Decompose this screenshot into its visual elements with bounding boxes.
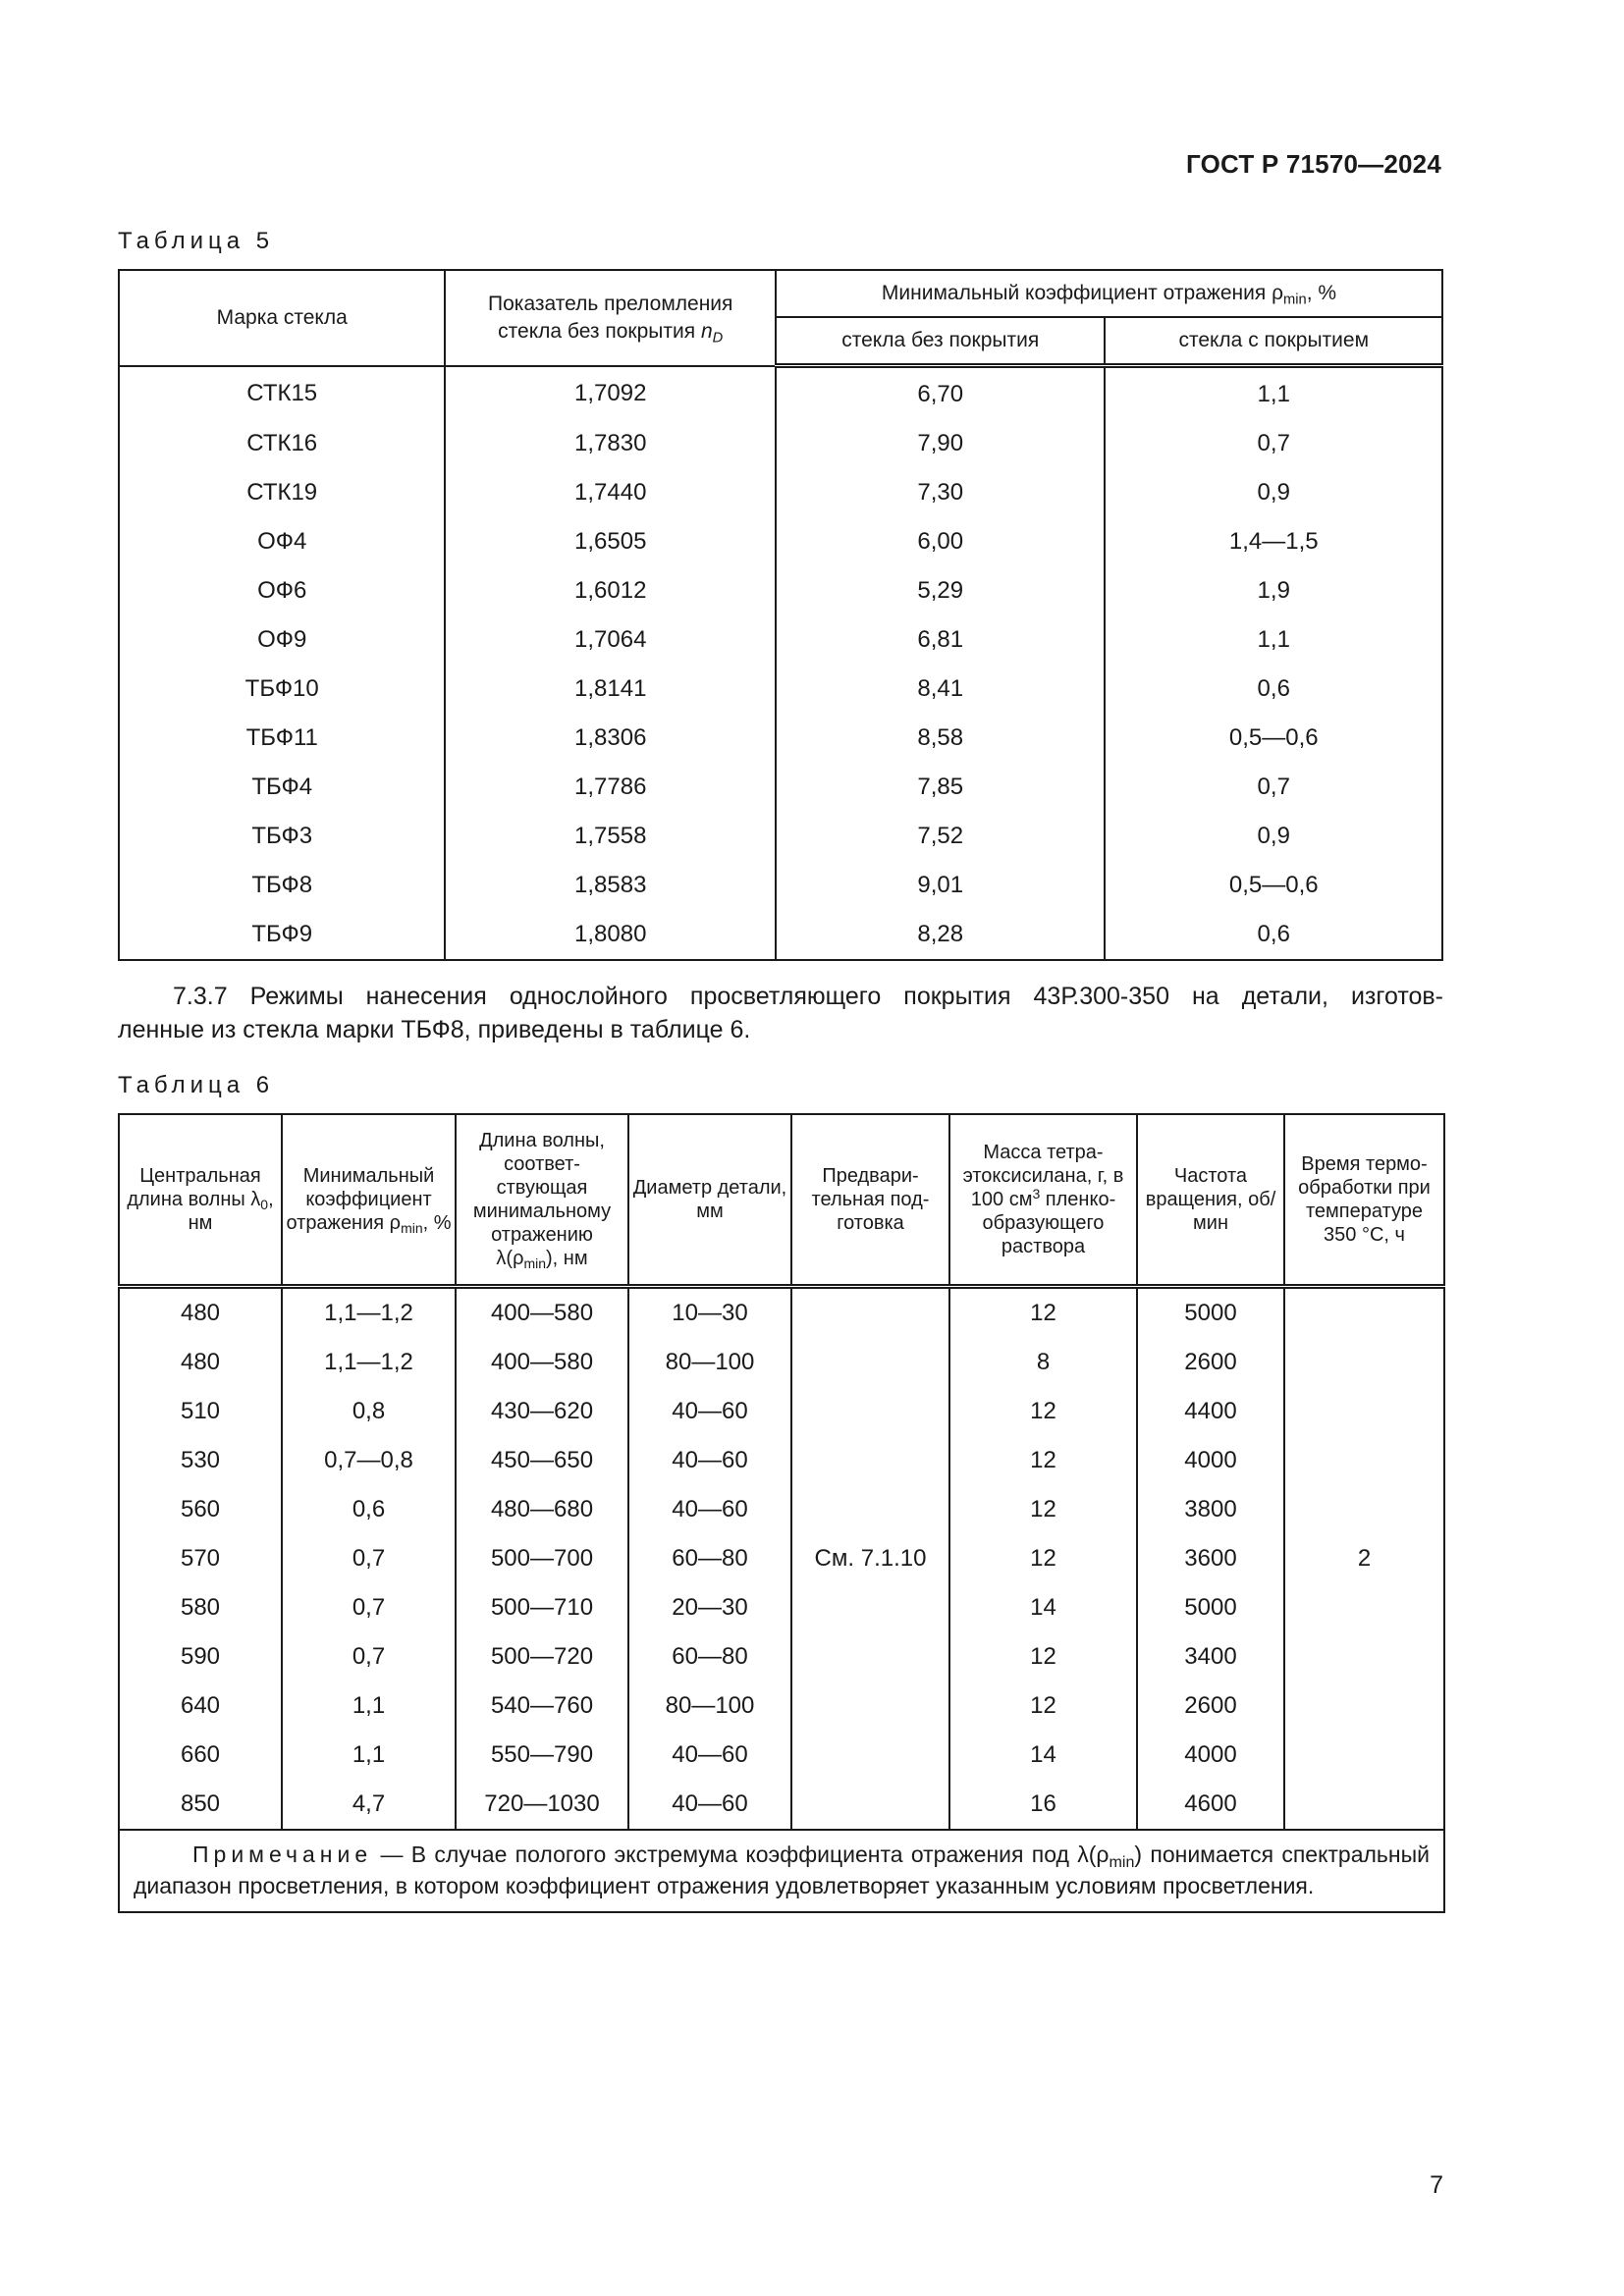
table6-cell-mass: 12 — [949, 1485, 1137, 1534]
table6-cell-mass: 16 — [949, 1780, 1137, 1830]
table6-cell-mass: 14 — [949, 1731, 1137, 1780]
table6-cell-freq: 4000 — [1137, 1731, 1284, 1780]
table5-cell-coated: 0,9 — [1105, 468, 1442, 517]
table6-cell-range: 430—620 — [456, 1387, 628, 1436]
table5-cell-coated: 1,1 — [1105, 615, 1442, 665]
table5-cell-uncoated: 7,90 — [776, 419, 1105, 468]
table6-cell-diam: 40—60 — [628, 1485, 791, 1534]
table5-cell-grade: ТБФ3 — [119, 812, 445, 861]
table-row — [119, 1338, 1444, 1387]
table5-cell-grade: ТБФ11 — [119, 714, 445, 763]
table6-cell-range: 550—790 — [456, 1731, 628, 1780]
table6-cell-freq: 5000 — [1137, 1287, 1284, 1339]
table6-cell-range: 500—710 — [456, 1583, 628, 1632]
table6-cell-freq: 4400 — [1137, 1387, 1284, 1436]
table-row — [119, 419, 1442, 468]
table5-cell-n: 1,7064 — [445, 615, 776, 665]
table6-cell-rho: 1,1—1,2 — [282, 1338, 456, 1387]
table5-cell-grade: ОФ4 — [119, 517, 445, 566]
table5-cell-uncoated: 8,28 — [776, 910, 1105, 960]
table6-cell-rho: 0,8 — [282, 1387, 456, 1436]
paragraph-7-3-7 — [118, 980, 1443, 1046]
table5-cell-grade: ТБФ9 — [119, 910, 445, 960]
table5-cell-coated: 1,4—1,5 — [1105, 517, 1442, 566]
table-row — [119, 566, 1442, 615]
table5-cell-coated: 0,6 — [1105, 665, 1442, 714]
table-row — [119, 812, 1442, 861]
table6-cell-diam: 20—30 — [628, 1583, 791, 1632]
table6-cell-range: 540—760 — [456, 1682, 628, 1731]
table-row — [119, 1583, 1444, 1632]
table-row — [119, 1682, 1444, 1731]
table6-cell-range: 720—1030 — [456, 1780, 628, 1830]
table5-cell-n: 1,8080 — [445, 910, 776, 960]
table5-cell-uncoated: 5,29 — [776, 566, 1105, 615]
table-row — [119, 1780, 1444, 1830]
table5-cell-n: 1,7558 — [445, 812, 776, 861]
table5-cell-grade: ОФ9 — [119, 615, 445, 665]
table6-cell-lambda0: 530 — [119, 1436, 282, 1485]
table6-cell-lambda0: 590 — [119, 1632, 282, 1682]
table5-cell-grade: ТБФ8 — [119, 861, 445, 910]
table5-cell-n: 1,7786 — [445, 763, 776, 812]
table6-cell-mass: 12 — [949, 1534, 1137, 1583]
table5-cell-coated: 0,9 — [1105, 812, 1442, 861]
table5-cell-coated: 0,7 — [1105, 763, 1442, 812]
table5-cell-uncoated: 7,85 — [776, 763, 1105, 812]
table6-cell-mass: 12 — [949, 1287, 1137, 1339]
table6-cell-freq: 4600 — [1137, 1780, 1284, 1830]
table-row — [119, 468, 1442, 517]
table5-header-grade: Марка стекла — [119, 270, 445, 366]
table6-cell-lambda0: 480 — [119, 1338, 282, 1387]
table6-cell-rho: 1,1 — [282, 1682, 456, 1731]
table-row — [119, 366, 1442, 420]
table-row — [119, 615, 1442, 665]
table5-cell-coated: 1,9 — [1105, 566, 1442, 615]
table6-cell-freq: 3800 — [1137, 1485, 1284, 1534]
table5-cell-coated: 0,5—0,6 — [1105, 714, 1442, 763]
table6-cell-lambda0: 510 — [119, 1387, 282, 1436]
table5-cell-grade: ТБФ10 — [119, 665, 445, 714]
table5-cell-n: 1,7092 — [445, 366, 776, 420]
table6-cell-diam: 40—60 — [628, 1780, 791, 1830]
table6-cell-rho: 1,1—1,2 — [282, 1287, 456, 1339]
table-row — [119, 1485, 1444, 1534]
table6-cell-range: 480—680 — [456, 1485, 628, 1534]
table6-cell-lambda0: 850 — [119, 1780, 282, 1830]
table6-cell-diam: 40—60 — [628, 1387, 791, 1436]
table5-cell-uncoated: 8,41 — [776, 665, 1105, 714]
table-row — [119, 517, 1442, 566]
table5-cell-n: 1,8306 — [445, 714, 776, 763]
table6-cell-heat-treatment-time: 2 — [1284, 1287, 1444, 1831]
table-row — [119, 861, 1442, 910]
table6-cell-mass: 12 — [949, 1632, 1137, 1682]
paragraph-line-2: ленные из стекла марки ТБФ8, приведены в таблице 6. — [118, 1016, 751, 1043]
table-row — [119, 1387, 1444, 1436]
table6-cell-range: 450—650 — [456, 1436, 628, 1485]
table6-cell-diam: 60—80 — [628, 1534, 791, 1583]
table6-cell-lambda0: 480 — [119, 1287, 282, 1339]
table-row — [119, 1731, 1444, 1780]
table5-cell-n: 1,6505 — [445, 517, 776, 566]
table6-cell-diam: 10—30 — [628, 1287, 791, 1339]
table5-cell-grade: ТБФ4 — [119, 763, 445, 812]
page-number: 7 — [1430, 2171, 1443, 2199]
table6-cell-rho: 0,7 — [282, 1583, 456, 1632]
table6-cell-rho: 0,7 — [282, 1534, 456, 1583]
table6-cell-freq: 2600 — [1137, 1338, 1284, 1387]
table5-cell-n: 1,6012 — [445, 566, 776, 615]
table5-caption: Таблица 5 — [118, 228, 275, 254]
table6-cell-freq: 3400 — [1137, 1632, 1284, 1682]
table6-cell-freq: 5000 — [1137, 1583, 1284, 1632]
table6-cell-mass: 14 — [949, 1583, 1137, 1632]
paragraph-line-1: 7.3.7 Режимы нанесения однослойного просветляющего покрытия 43Р.300-350 на детали, изготов- — [173, 983, 1443, 1010]
table6-cell-rho: 1,1 — [282, 1731, 456, 1780]
table6-cell-range: 500—700 — [456, 1534, 628, 1583]
table5-cell-n: 1,7440 — [445, 468, 776, 517]
table6-header-preparation: Предвари-тельная под-готовка — [791, 1114, 949, 1287]
table6-cell-diam: 80—100 — [628, 1338, 791, 1387]
table5-cell-n: 1,7830 — [445, 419, 776, 468]
table5-cell-coated: 0,7 — [1105, 419, 1442, 468]
table5-cell-uncoated: 7,30 — [776, 468, 1105, 517]
document-code: ГОСТ Р 71570—2024 — [1186, 149, 1441, 179]
table6-cell-preparation: См. 7.1.10 — [791, 1287, 949, 1831]
table5-header-coated: стекла с покрытием — [1105, 317, 1442, 366]
table6-cell-lambda0: 580 — [119, 1583, 282, 1632]
table6-header-central-wavelength: Центральная длина волны $\lambda_0$, нм — [119, 1114, 282, 1287]
table6-cell-rho: 0,7 — [282, 1632, 456, 1682]
table5-cell-grade: СТК15 — [119, 366, 445, 420]
table6-cell-lambda0: 570 — [119, 1534, 282, 1583]
table5-cell-grade: СТК16 — [119, 419, 445, 468]
table-row — [119, 665, 1442, 714]
table6-cell-freq: 4000 — [1137, 1436, 1284, 1485]
table5-cell-uncoated: 6,81 — [776, 615, 1105, 665]
table6-cell-lambda0: 640 — [119, 1682, 282, 1731]
table-row — [119, 1436, 1444, 1485]
table6-cell-diam: 40—60 — [628, 1731, 791, 1780]
table6-cell-range: 400—580 — [456, 1338, 628, 1387]
table6-header-wavelength-range: Длина волны, соответ-ствующая минимальному отражению $\lambda(\rho_{min})$, нм — [456, 1114, 628, 1287]
table6-caption: Таблица 6 — [118, 1072, 275, 1098]
table5-cell-grade: ОФ6 — [119, 566, 445, 615]
table5-header-min-reflection: Минимальный коэффициент отражения $\rho_{min}$, % — [776, 270, 1442, 317]
note-heading: Примечание — [192, 1842, 373, 1867]
table5-cell-coated: 0,5—0,6 — [1105, 861, 1442, 910]
table6-cell-mass: 12 — [949, 1387, 1137, 1436]
table5-header-refractive-index: Показатель преломления стекла без покрытия $n_D$ — [445, 270, 776, 366]
table6-header-rotation-frequency: Частота вращения, об/мин — [1137, 1114, 1284, 1287]
table5-cell-uncoated: 6,00 — [776, 517, 1105, 566]
table6-cell-lambda0: 560 — [119, 1485, 282, 1534]
table6-cell-mass: 12 — [949, 1436, 1137, 1485]
table-row — [119, 910, 1442, 960]
table5-header-uncoated: стекла без покрытия — [776, 317, 1105, 366]
table5-cell-uncoated: 8,58 — [776, 714, 1105, 763]
table5-cell-grade: СТК19 — [119, 468, 445, 517]
table5-cell-coated: 0,6 — [1105, 910, 1442, 960]
table-row — [119, 763, 1442, 812]
table6-cell-range: 400—580 — [456, 1287, 628, 1339]
table-row — [119, 1287, 1444, 1339]
table-row — [119, 1534, 1444, 1583]
table5-cell-n: 1,8583 — [445, 861, 776, 910]
table5-cell-uncoated: 9,01 — [776, 861, 1105, 910]
table5-cell-uncoated: 6,70 — [776, 366, 1105, 420]
table6-cell-diam: 60—80 — [628, 1632, 791, 1682]
table6-cell-mass: 12 — [949, 1682, 1137, 1731]
table5-cell-coated: 1,1 — [1105, 366, 1442, 420]
table5 — [118, 269, 1443, 961]
table6-cell-range: 500—720 — [456, 1632, 628, 1682]
table6-cell-diam: 40—60 — [628, 1436, 791, 1485]
table-row — [119, 1632, 1444, 1682]
table6-header-teos-mass: Масса тетра-этоксисилана, г, в 100 $см^3$ пленко-образующего раствора — [949, 1114, 1137, 1287]
table6-header-diameter: Диаметр детали, мм — [628, 1114, 791, 1287]
table5-cell-uncoated: 7,52 — [776, 812, 1105, 861]
table6-cell-rho: 0,6 — [282, 1485, 456, 1534]
table6-cell-mass: 8 — [949, 1338, 1137, 1387]
table6-header-heat-treatment-time: Время термо-обработки при температуре 350 °С, ч — [1284, 1114, 1444, 1287]
table6-header-min-reflection: Минимальный коэффициент отражения $\rho_{min}$, % — [282, 1114, 456, 1287]
table6-cell-lambda0: 660 — [119, 1731, 282, 1780]
table6 — [118, 1113, 1445, 1913]
table6-cell-freq: 2600 — [1137, 1682, 1284, 1731]
table6-cell-rho: 0,7—0,8 — [282, 1436, 456, 1485]
table6-cell-freq: 3600 — [1137, 1534, 1284, 1583]
table6-note: Примечание — В случае пологого экстремума коэффициента отражения под $\lambda(\rho_{min})$ понимается спектральный диапазон просветления, в котором коэффициент отражения удовлетворяет указанным условиям просветления. — [119, 1830, 1444, 1912]
table5-cell-n: 1,8141 — [445, 665, 776, 714]
table-row — [119, 714, 1442, 763]
table6-cell-diam: 80—100 — [628, 1682, 791, 1731]
table6-cell-rho: 4,7 — [282, 1780, 456, 1830]
